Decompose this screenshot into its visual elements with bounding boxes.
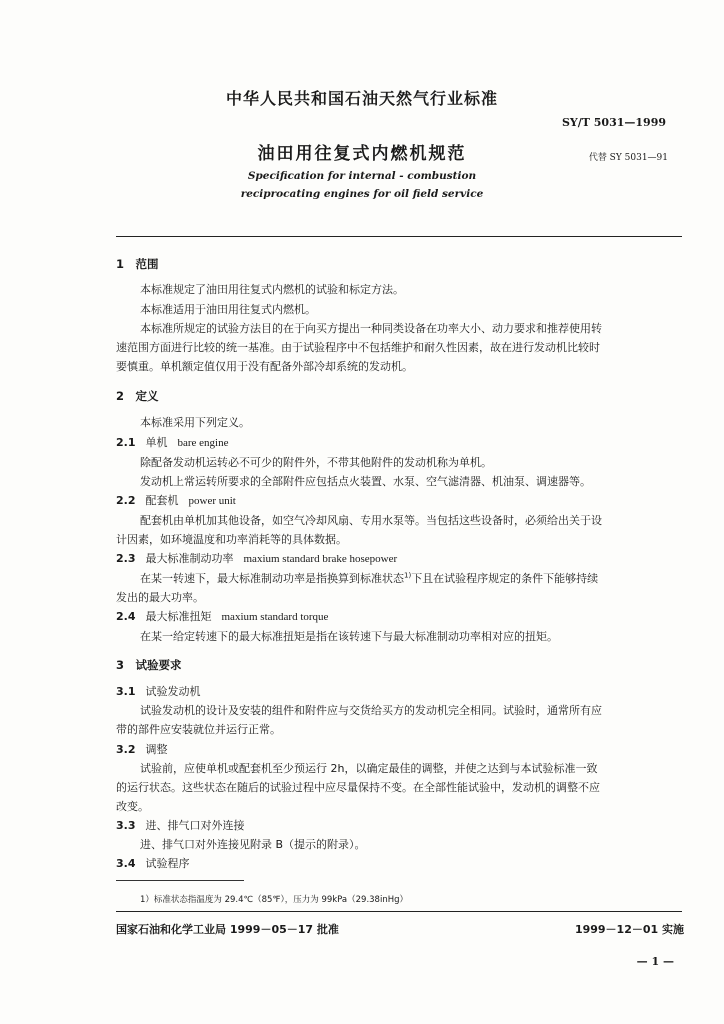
clause-number: 3.2 — [116, 743, 136, 756]
requirement-3-2-para-1a: 试验前，应使单机或配套机至少预运行 2h，以确定最佳的调整，并使之达到与本试验标准一致 — [140, 762, 598, 775]
requirement-3-1-para-1b: 带的部件应安装就位并运行正常。 — [116, 723, 281, 736]
definition-2-2-para-1a: 配套机由单机加其他设备，如空气冷却风扇、专用水泵等。当包括这些设备时，必须给出关于设 — [140, 514, 602, 527]
requirement-3-3-para-1: 进、排气口对外连接见附录 B（提示的附录）。 — [140, 838, 366, 851]
requirement-3-1 — [116, 683, 201, 699]
section-2-heading: 2 定义 — [116, 389, 159, 403]
clause-number: 3.4 — [116, 857, 136, 870]
term-en: maxium standard brake hosepower — [243, 553, 398, 565]
footnote-ref: 1) — [404, 571, 412, 580]
definition-2-1 — [116, 434, 229, 450]
clause-number: 2.3 — [116, 552, 136, 565]
clause-number: 3.3 — [116, 819, 136, 832]
footnote-divider — [116, 880, 244, 881]
requirement-3-2 — [116, 741, 168, 757]
term-cn: 单机 — [145, 436, 168, 449]
clause-number: 2.4 — [116, 610, 136, 623]
term-en: power unit — [188, 495, 236, 507]
standard-type: 中华人民共和国石油天然气行业标准 — [225, 89, 498, 108]
term-en: bare engine — [177, 437, 229, 449]
header-divider — [116, 236, 682, 237]
definition-2-2 — [116, 492, 236, 508]
term-cn: 试验程序 — [145, 857, 190, 870]
section-2-intro: 本标准采用下列定义。 — [140, 416, 250, 429]
clause-number: 3.1 — [116, 685, 136, 698]
definition-2-1-para-2: 发动机上常运转所要求的全部附件应包括点火装置、水泵、空气滤清器、机油泵、调速器等。 — [140, 475, 591, 488]
definition-2-4 — [116, 608, 328, 624]
section-1-heading: 1 范围 — [116, 257, 159, 271]
section-1-para-1: 本标准规定了油田用往复式内燃机的试验和标定方法。 — [140, 283, 404, 296]
effective-date: 1999－12－01 实施 — [574, 923, 684, 936]
section-1-para-2: 本标准适用于油田用往复式内燃机。 — [140, 303, 316, 316]
english-title-line-1: Specification for internal - combustion — [247, 170, 477, 182]
requirement-3-2-para-1c: 改变。 — [116, 800, 149, 813]
term-cn: 进、排气口对外连接 — [145, 819, 245, 832]
clause-number: 2.1 — [116, 436, 136, 449]
requirement-3-2-para-1b: 的运行状态。这些状态在随后的试验过程中应尽量保持不变。在全部性能试验中，发动机的调整不应 — [116, 781, 600, 794]
text: 下且在试验程序规定的条件下能够持续 — [411, 572, 599, 585]
document-title: 油田用往复式内燃机规范 — [257, 144, 467, 164]
definition-2-3 — [116, 550, 397, 566]
term-cn: 调整 — [145, 743, 168, 756]
term-en: maxium standard torque — [221, 611, 329, 623]
footnote: 1）标准状态指温度为 29.4℃（85℉），压力为 99kPa（29.38inHg） — [140, 895, 409, 905]
section-1-para-3c: 要慎重。单机额定值仅用于没有配备外部冷却系统的发动机。 — [116, 360, 413, 373]
replaces-note: 代替 SY 5031—91 — [588, 153, 668, 163]
section-3-heading: 3 试验要求 — [116, 658, 182, 672]
clause-number: 2.2 — [116, 494, 136, 507]
term-cn: 最大标准制动功率 — [145, 552, 234, 565]
requirement-3-1-para-1a: 试验发动机的设计及安装的组件和附件应与交货给买方的发动机完全相同。试验时，通常所有应 — [140, 704, 602, 717]
footer-divider — [116, 911, 682, 912]
definition-2-4-para-1: 在某一给定转速下的最大标准扭矩是指在该转速下与最大标准制动功率相对应的扭矩。 — [140, 630, 558, 643]
standard-code: SY/T 5031—1999 — [561, 116, 666, 129]
definition-2-3-para-1c: 发出的最大功率。 — [116, 591, 204, 604]
term-cn: 试验发动机 — [145, 685, 201, 698]
section-1-para-3b: 速范围方面进行比较的统一基准。由于试验程序中不包括维护和耐久性因素，故在进行发动机比较时 — [116, 341, 600, 354]
requirement-3-4 — [116, 855, 190, 871]
english-title-line-2: reciprocating engines for oil field service — [240, 188, 484, 200]
definition-2-3-para-1a — [140, 570, 598, 586]
section-1-para-3a: 本标准所规定的试验方法目的在于向买方提出一种同类设备在功率大小、动力要求和推荐使用转 — [140, 322, 602, 335]
approval-note: 国家石油和化学工业局 1999－05－17 批准 — [116, 923, 339, 936]
term-cn: 配套机 — [145, 494, 179, 507]
term-cn: 最大标准扭矩 — [145, 610, 212, 623]
page-number: — 1 — — [636, 955, 674, 968]
text: 在某一转速下，最大标准制动功率是指换算到标准状态 — [140, 572, 404, 585]
definition-2-1-para-1: 除配备发动机运转必不可少的附件外，不带其他附件的发动机称为单机。 — [140, 456, 492, 469]
requirement-3-3 — [116, 817, 245, 833]
definition-2-2-para-1b: 计因素，如环境温度和功率消耗等的具体数据。 — [116, 533, 347, 546]
